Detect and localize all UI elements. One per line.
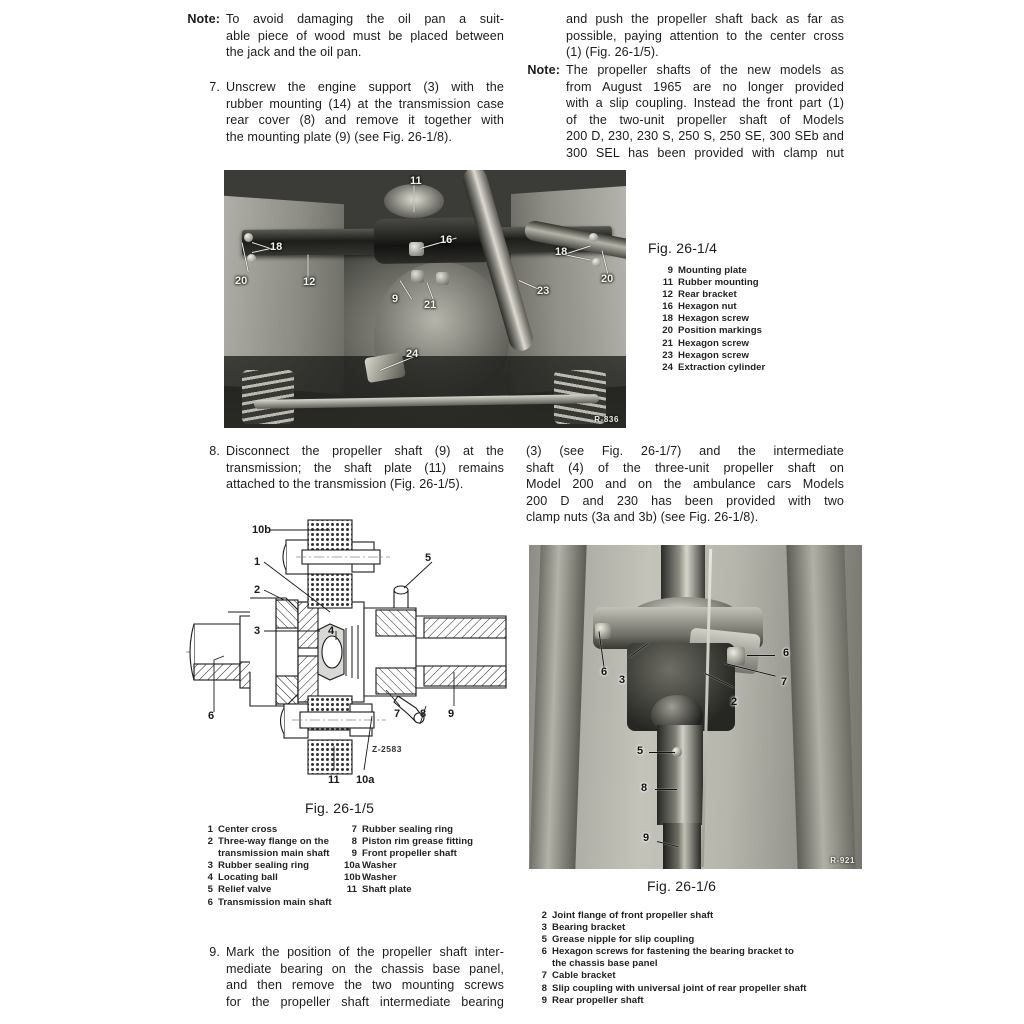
figure-26-1-4-photo (224, 170, 626, 428)
figure-26-1-4-legend (660, 265, 860, 374)
legend-text: Shaft plate (362, 884, 412, 896)
legend-number: 5 (207, 884, 213, 896)
step-8-line-3: attached to the transmission (Fig. 26-1/5). (226, 477, 464, 492)
step-6-continuation-line-2: possible, paying attention to the center cross (566, 28, 844, 43)
legend-item (660, 277, 860, 289)
note-propeller-paragraph (526, 62, 844, 162)
step-9-body (226, 944, 504, 1010)
photo-part-coil-spring-left (242, 370, 294, 424)
step-7-marker: 7. (209, 80, 220, 94)
leader-line-11 (414, 185, 415, 213)
photo-part-hexagon-nut-16 (409, 242, 424, 256)
drawing-callout-1: 1 (254, 556, 261, 568)
figure-26-1-6-photo (529, 545, 862, 869)
photo-callout-9: 9 (643, 832, 650, 844)
note-propeller-line-1: The propeller shafts of the new models as (566, 63, 844, 77)
legend-item (660, 325, 860, 337)
photo-callout-12: 12 (303, 276, 316, 288)
legend-text: Relief valve (218, 884, 272, 896)
legend-number: 10a (344, 860, 361, 872)
note-propeller-continuation-paragraph (526, 443, 844, 526)
figure-26-1-5-legend-right (344, 824, 514, 897)
legend-text: Grease nipple for slip coupling (552, 934, 695, 946)
photo-part-slip-coupling (657, 725, 703, 825)
note-propeller-cont-line-4: 200 D and 230 has been provided with two (526, 493, 844, 508)
photo-part-hexagon-screw-right (727, 647, 745, 665)
step-8-paragraph (186, 443, 504, 493)
photo-callout-7: 7 (781, 676, 788, 688)
legend-text: Hexagon screw (678, 313, 750, 325)
figure-26-1-4-image-code: R-836 (594, 415, 619, 424)
legend-number: 2 (207, 836, 213, 848)
drawing-callout-3: 3 (254, 625, 261, 637)
legend-item-continuation (534, 958, 864, 970)
photo-part-hexagon-screw-21a (411, 270, 424, 283)
legend-number: 9 (541, 994, 547, 1006)
photo-part-hexagon-screw-18-left-b (247, 254, 256, 263)
step-8-line-1: Disconnect the propeller shaft (9) at the (226, 444, 504, 458)
photo-callout-3: 3 (619, 674, 626, 686)
legend-item (660, 362, 860, 374)
legend-text: Hexagon screw (678, 337, 750, 349)
photo-part-hexagon-screw-18-right-a (589, 233, 598, 242)
photo-callout-24: 24 (406, 348, 419, 360)
step-7-line-3: rear cover (8) and remove it together with (226, 113, 504, 128)
legend-item (344, 872, 514, 884)
photo-part-hexagon-screw-left (595, 623, 611, 639)
legend-number: 16 (662, 301, 673, 313)
note-propeller-line-6: 300 SEL has been provided with clamp nut (566, 145, 844, 160)
step-7-line-1: Unscrew the engine support (3) with the (226, 80, 504, 94)
legend-text: Rubber sealing ring (218, 860, 310, 872)
note-oil-pan-line-3: the jack and the oil pan. (226, 45, 362, 60)
legend-number: 11 (346, 884, 357, 896)
drawing-callout-11: 11 (328, 774, 340, 786)
legend-text: Hexagon screws for fastening the bearing bracket to (552, 946, 794, 958)
figure-26-1-5-drawing-code: Z-2583 (372, 744, 402, 754)
legend-item (534, 922, 864, 934)
legend-item (660, 350, 860, 362)
legend-text: Rear propeller shaft (552, 994, 644, 1006)
figure-26-1-4-caption: Fig. 26-1/4 (648, 240, 718, 256)
legend-item (344, 824, 514, 836)
legend-text: Locating ball (218, 872, 278, 884)
step-6-continuation-body (566, 11, 844, 61)
drawing-callout-9: 9 (448, 708, 455, 720)
legend-item (660, 338, 860, 350)
legend-number: 23 (662, 349, 673, 361)
photo-callout-20-left: 20 (235, 275, 248, 287)
step-8-marker: 8. (209, 444, 220, 458)
drawing-callout-10a: 10a (356, 774, 375, 786)
legend-text: Washer (362, 860, 397, 872)
legend-text: Rubber mounting (678, 277, 759, 289)
legend-item (200, 884, 355, 896)
legend-number: 8 (351, 836, 357, 848)
step-7-body (226, 79, 504, 145)
step-7-paragraph (186, 79, 504, 145)
legend-number: 6 (207, 896, 213, 908)
step-7-line-2: rubber mounting (14) at the transmission case (226, 96, 504, 111)
note-propeller-cont-line-1: (3) (see Fig. 26-1/7) and the intermediate (526, 444, 844, 458)
legend-item (660, 313, 860, 325)
leader-line-5 (649, 752, 675, 753)
legend-number: 9 (667, 265, 673, 276)
photo-callout-21: 21 (424, 299, 437, 311)
drawing-callout-4: 4 (328, 625, 335, 637)
note-oil-pan-body (226, 11, 504, 61)
note-propeller-cont-line-5: clamp nuts (3a and 3b) (see Fig. 26-1/8). (526, 510, 759, 525)
legend-item (200, 897, 355, 909)
legend-number: 10b (344, 872, 361, 884)
leader-line-6-right (747, 655, 775, 656)
legend-item (200, 872, 355, 884)
drawing-callout-5: 5 (425, 552, 432, 564)
note-propeller-line-5: 200 D, 230, 230 S, 250 S, 250 SE, 300 SEb and (566, 129, 844, 144)
legend-item (534, 983, 864, 995)
legend-text: Transmission main shaft (218, 896, 332, 908)
legend-number: 12 (662, 289, 673, 301)
photo-callout-11: 11 (410, 175, 422, 187)
photo-part-hexagon-screw-18-left-a (244, 233, 253, 242)
legend-number: 24 (662, 361, 673, 373)
legend-item (344, 884, 514, 896)
legend-number: 21 (662, 337, 673, 349)
legend-number: 9 (351, 848, 357, 860)
step-9-marker: 9. (209, 945, 220, 959)
legend-number: 3 (207, 860, 213, 872)
legend-item (200, 824, 355, 836)
photo-callout-20-right: 20 (601, 273, 614, 285)
figure-26-1-6-image-code: R-921 (830, 856, 855, 865)
legend-text: Mounting plate (678, 265, 747, 276)
step-9-line-2: mediate bearing on the chassis base panel, (226, 961, 504, 976)
legend-text: Hexagon nut (678, 301, 737, 313)
legend-number: 4 (207, 872, 213, 884)
step-9-paragraph (186, 944, 504, 1010)
legend-text: transmission main shaft (218, 848, 330, 860)
legend-item (534, 970, 864, 982)
note-oil-pan-line-1: To avoid damaging the oil pan a suit- (226, 12, 504, 26)
photo-callout-8: 8 (641, 782, 648, 794)
legend-number: 6 (541, 946, 547, 958)
legend-item (200, 836, 355, 848)
figure-26-1-5-drawing (180, 512, 512, 792)
photo-callout-23: 23 (537, 285, 550, 297)
drawing-callout-10b: 10b (252, 524, 271, 536)
photo-callout-18-left: 18 (270, 241, 283, 253)
legend-item (534, 946, 864, 958)
legend-text: Front propeller shaft (362, 848, 457, 860)
legend-item (660, 289, 860, 301)
legend-text: Joint flange of front propeller shaft (552, 910, 714, 921)
figure-26-1-6-legend (534, 910, 864, 1007)
note-oil-pan-paragraph (186, 11, 504, 61)
step-9-line-4: for the propeller shaft intermediate bearing (226, 994, 504, 1009)
legend-item-continuation (200, 848, 355, 860)
legend-item (660, 301, 860, 313)
legend-text: Extraction cylinder (678, 361, 766, 373)
photo-callout-5: 5 (637, 745, 644, 757)
step-7-line-4: the mounting plate (9) (see Fig. 26-1/8). (226, 129, 453, 144)
note-propeller-line-2: from August 1965 are no longer provided (566, 79, 844, 94)
drawing-callout-7: 7 (394, 708, 401, 720)
note-oil-pan-line-2: able piece of wood must be placed between (226, 28, 504, 43)
legend-number: 11 (662, 277, 673, 289)
legend-number: 20 (662, 325, 673, 337)
photo-callout-2: 2 (731, 696, 738, 708)
photo-part-rear-propeller-shaft (663, 823, 701, 869)
step-8-body (226, 443, 504, 493)
legend-text: Piston rim grease fitting (362, 836, 474, 848)
legend-text: Position markings (678, 325, 763, 337)
step-6-continuation-paragraph (526, 11, 844, 61)
step-6-continuation-line-1: and push the propeller shaft back as far as (566, 12, 844, 26)
legend-text: Three-way flange on the (218, 836, 329, 848)
legend-item (200, 860, 355, 872)
photo-callout-18-right: 18 (555, 246, 568, 258)
photo-part-hexagon-screw-18-right-b (592, 258, 601, 267)
legend-text: Cable bracket (552, 970, 616, 982)
photo-callout-6-left: 6 (601, 666, 608, 678)
legend-item (660, 265, 860, 277)
legend-item (344, 836, 514, 848)
note-propeller-marker: Note: (527, 63, 560, 77)
note-propeller-line-4: of the two-unit propeller shaft of Models (566, 112, 844, 127)
note-propeller-line-3: with a slip coupling. Instead the front part (1) (566, 96, 844, 111)
figure-26-1-5-legend-left (200, 824, 355, 909)
legend-item (344, 860, 514, 872)
legend-number: 8 (541, 982, 547, 994)
legend-number: 18 (662, 313, 673, 325)
legend-text: Washer (362, 872, 397, 884)
legend-number: 5 (541, 934, 547, 946)
note-propeller-continuation-body (526, 443, 844, 526)
photo-part-hexagon-screw-21b (436, 272, 449, 285)
legend-text: Bearing bracket (552, 922, 626, 934)
step-8-line-2: transmission; the shaft plate (11) remains (226, 460, 504, 475)
legend-text: Hexagon screw (678, 349, 750, 361)
note-propeller-body (566, 62, 844, 162)
drawing-callout-8: 8 (420, 708, 427, 720)
drawing-callout-2: 2 (254, 584, 261, 596)
legend-text: the chassis base panel (552, 958, 658, 970)
note-propeller-cont-line-2: shaft (4) of the three-unit propeller shaft on (526, 460, 844, 475)
legend-item (344, 848, 514, 860)
note-propeller-cont-line-3: Model 200 and on the ambulance cars Models (526, 477, 844, 492)
legend-number: 7 (351, 824, 357, 835)
legend-item (534, 910, 864, 922)
legend-text: Rear bracket (678, 289, 737, 301)
photo-callout-9: 9 (392, 293, 399, 305)
legend-text: Rubber sealing ring (362, 824, 454, 835)
legend-text: Center cross (218, 824, 278, 835)
legend-number: 2 (541, 910, 547, 921)
drawing-callout-6: 6 (208, 710, 215, 722)
step-9-line-3: and then remove the two mounting screws (226, 978, 504, 993)
legend-number: 1 (207, 824, 213, 835)
legend-number: 7 (541, 970, 547, 982)
note-oil-pan-marker: Note: (187, 12, 220, 26)
legend-text: Slip coupling with universal joint of rear propeller shaft (552, 982, 807, 994)
figure-26-1-5-caption: Fig. 26-1/5 (305, 800, 375, 816)
photo-callout-16: 16 (440, 234, 453, 246)
figure-26-1-6-caption: Fig. 26-1/6 (647, 878, 717, 894)
photo-part-right-chassis-member (786, 545, 855, 869)
legend-item (534, 934, 864, 946)
figure-26-1-5-svg (180, 512, 512, 792)
step-9-line-1: Mark the position of the propeller shaft inter- (226, 945, 504, 959)
leader-line-8 (655, 789, 677, 790)
legend-item (534, 995, 864, 1007)
photo-callout-6-right: 6 (783, 647, 790, 659)
legend-number: 3 (541, 922, 547, 934)
step-6-continuation-line-3: (1) (Fig. 26-1/5). (566, 45, 659, 60)
